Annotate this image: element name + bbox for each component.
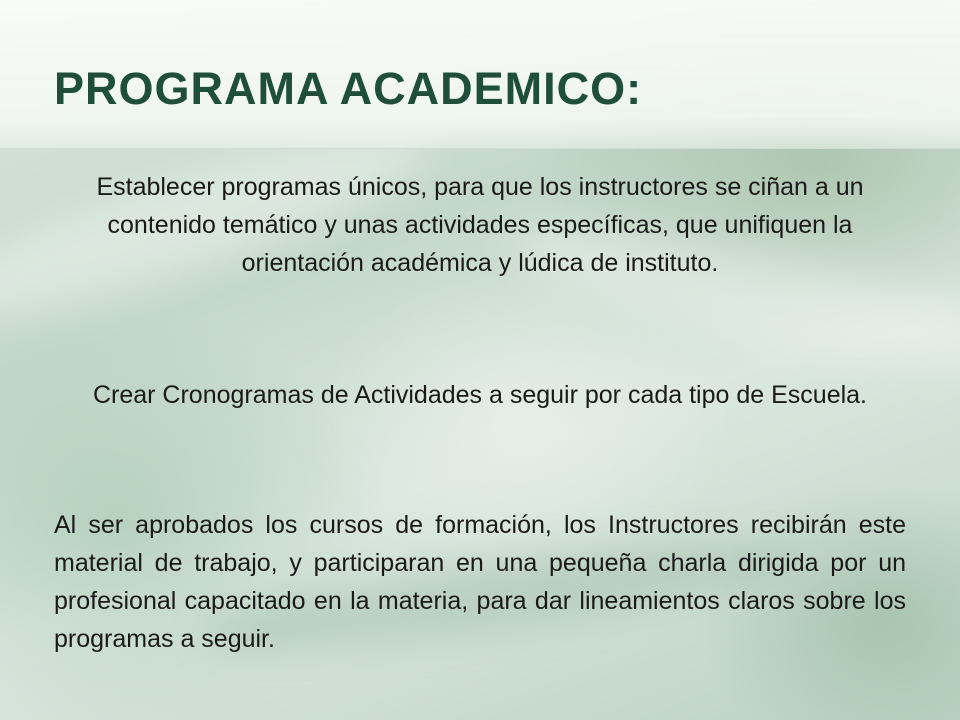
paragraph-programs: Establecer programas únicos, para que los instructores se ciñan a un contenido temático y unas actividades específicas, que unifiquen la orientación académica y lúdica de instituto.	[96, 173, 864, 277]
slide-title: PROGRAMA ACADEMICO:	[54, 63, 643, 114]
paragraph-training: Al ser aprobados los cursos de formación, los Instructores recibirán este material de trabajo, y participaran en una pequeña charla dirigida por un profesional capacitado en la materia, para dar lineamientos claros sobre los programas a seguir.	[54, 511, 906, 653]
title-band	[0, 0, 960, 149]
paragraph-schedules: Crear Cronogramas de Actividades a seguir por cada tipo de Escuela.	[92, 381, 868, 409]
